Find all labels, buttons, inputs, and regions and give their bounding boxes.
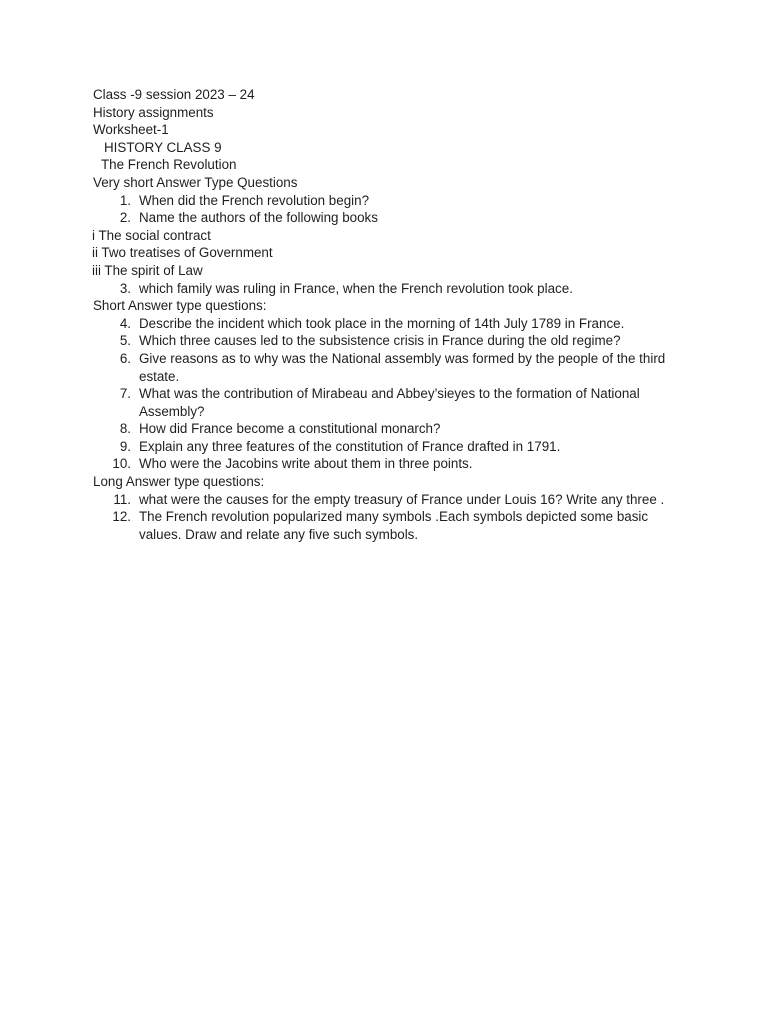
question-text: Name the authors of the following books	[139, 210, 378, 226]
question-number: 3.	[119, 280, 131, 296]
book-item: iii The spirit of Law	[92, 262, 203, 278]
question-number: 7.	[119, 386, 131, 402]
question-item	[93, 438, 693, 456]
question-item	[93, 280, 693, 298]
question-item	[93, 455, 693, 473]
very-short-heading: Very short Answer Type Questions	[93, 174, 298, 190]
question-item	[93, 332, 693, 350]
assignment-title: History assignments	[93, 104, 214, 120]
question-item	[93, 420, 693, 438]
book-item: i The social contract	[92, 227, 211, 243]
question-item	[93, 192, 693, 210]
question-text: Who were the Jacobins write about them in three points.	[139, 456, 473, 472]
question-number: 5.	[119, 333, 131, 349]
question-text: Describe the incident which took place in the morning of 14th July 1789 in France.	[139, 315, 625, 331]
question-number: 2.	[119, 210, 131, 226]
question-number: 12.	[112, 509, 131, 525]
question-text: How did France become a constitutional monarch?	[139, 421, 441, 437]
question-item	[93, 315, 693, 333]
question-text: When did the French revolution begin?	[139, 192, 370, 208]
question-number: 9.	[119, 438, 131, 454]
question-item	[93, 209, 693, 227]
question-text: which family was ruling in France, when the French revolution took place.	[139, 280, 573, 296]
class-session-line: Class -9 session 2023 – 24	[93, 87, 255, 102]
question-item	[93, 508, 693, 543]
question-number: 4.	[119, 315, 131, 331]
question-text: Give reasons as to why was the National assembly was formed by the people of the third estate.	[139, 350, 666, 384]
question-text: Explain any three features of the constitution of France drafted in 1791.	[139, 438, 561, 454]
question-number: 6.	[119, 350, 131, 366]
question-item	[93, 385, 693, 420]
question-text: Which three causes led to the subsistence crisis in France during the old regime?	[139, 333, 621, 349]
question-item	[93, 350, 693, 385]
question-text: What was the contribution of Mirabeau and Abbey’sieyes to the formation of National Assembly?	[139, 386, 640, 419]
short-answer-heading: Short Answer type questions:	[93, 298, 267, 314]
long-answer-heading: Long Answer type questions:	[93, 474, 265, 490]
question-text: The French revolution popularized many symbols .Each symbols depicted some basic values. Draw and relate any five such symbols.	[139, 509, 649, 542]
question-number: 1.	[119, 192, 131, 208]
subject-title: HISTORY CLASS 9	[104, 139, 222, 155]
question-number: 10.	[112, 456, 131, 472]
book-item: ii Two treatises of Government	[92, 245, 273, 261]
question-number: 8.	[119, 421, 131, 437]
chapter-title: The French Revolution	[101, 157, 237, 173]
question-text: what were the causes for the empty treasury of France under Louis 16? Write any three .	[139, 491, 665, 507]
question-number: 11.	[113, 491, 131, 507]
worksheet-content	[93, 86, 693, 543]
question-item	[93, 491, 693, 509]
worksheet-label: Worksheet-1	[93, 122, 169, 138]
